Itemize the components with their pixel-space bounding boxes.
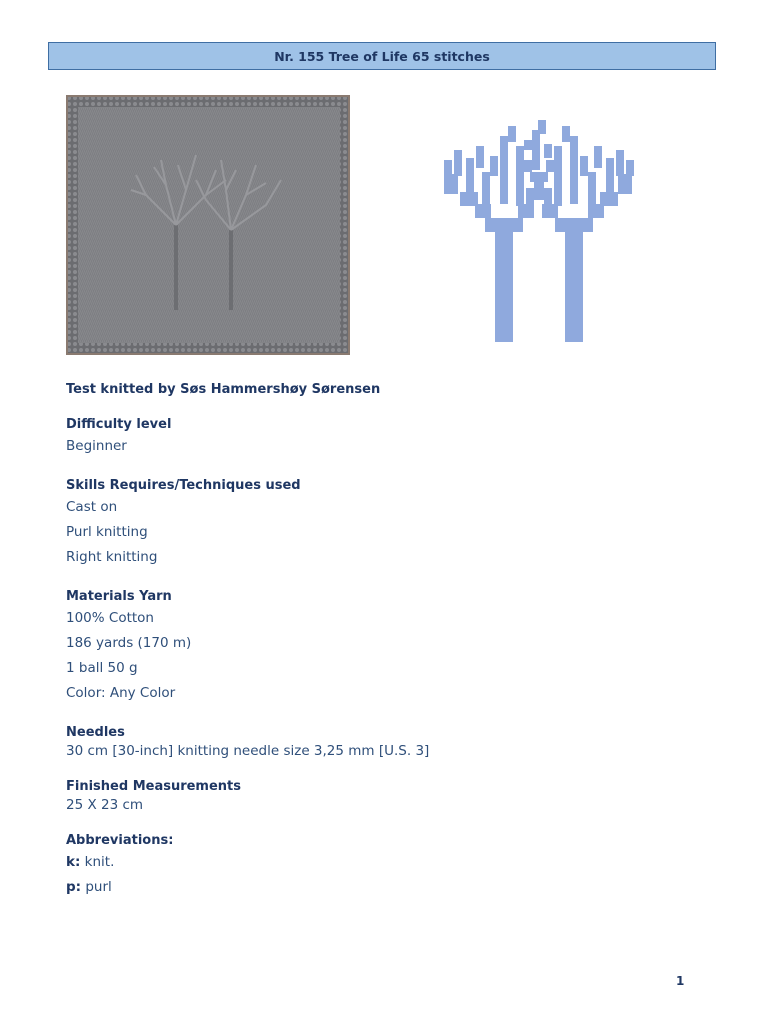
material-item: Color: Any Color: [66, 685, 176, 701]
abbreviation-item: [66, 875, 686, 900]
tree-of-life-chart: [430, 100, 648, 356]
skill-item: Purl knitting: [66, 524, 148, 540]
material-item: 100% Cotton: [66, 610, 154, 626]
abbreviation-item: [66, 850, 686, 875]
page-title: Nr. 155 Tree of Life 65 stitches: [274, 48, 490, 64]
abbreviations-heading: Abbreviations:: [66, 833, 174, 848]
test-knitted-by: Test knitted by Søs Hammershøy Sørensen: [66, 382, 381, 397]
finished-measurements-heading: Finished Measurements: [66, 779, 242, 794]
abbreviation-key: p:: [66, 879, 82, 895]
material-item: 186 yards (170 m): [66, 635, 192, 651]
needles-value: 30 cm [30-inch] knitting needle size 3,25 mm [U.S. 3]: [66, 743, 430, 759]
material-item: 1 ball 50 g: [66, 660, 138, 676]
knitted-dishcloth-photo: [66, 95, 350, 355]
abbreviation-value: purl: [81, 879, 112, 895]
materials-heading: Materials Yarn: [66, 589, 172, 604]
finished-measurements-value: 25 X 23 cm: [66, 797, 144, 813]
page-title-bar: [48, 42, 716, 70]
abbreviation-key: k:: [66, 854, 81, 870]
skills-heading: Skills Requires/Techniques used: [66, 478, 301, 493]
page-number: 1: [676, 974, 685, 988]
skill-item: Right knitting: [66, 549, 158, 565]
pattern-details: [66, 380, 686, 900]
abbreviation-value: knit.: [80, 854, 115, 870]
needles-heading: Needles: [66, 725, 125, 740]
difficulty-heading: Difficulty level: [66, 417, 172, 432]
skill-item: Cast on: [66, 499, 118, 515]
difficulty-value: Beginner: [66, 438, 127, 454]
